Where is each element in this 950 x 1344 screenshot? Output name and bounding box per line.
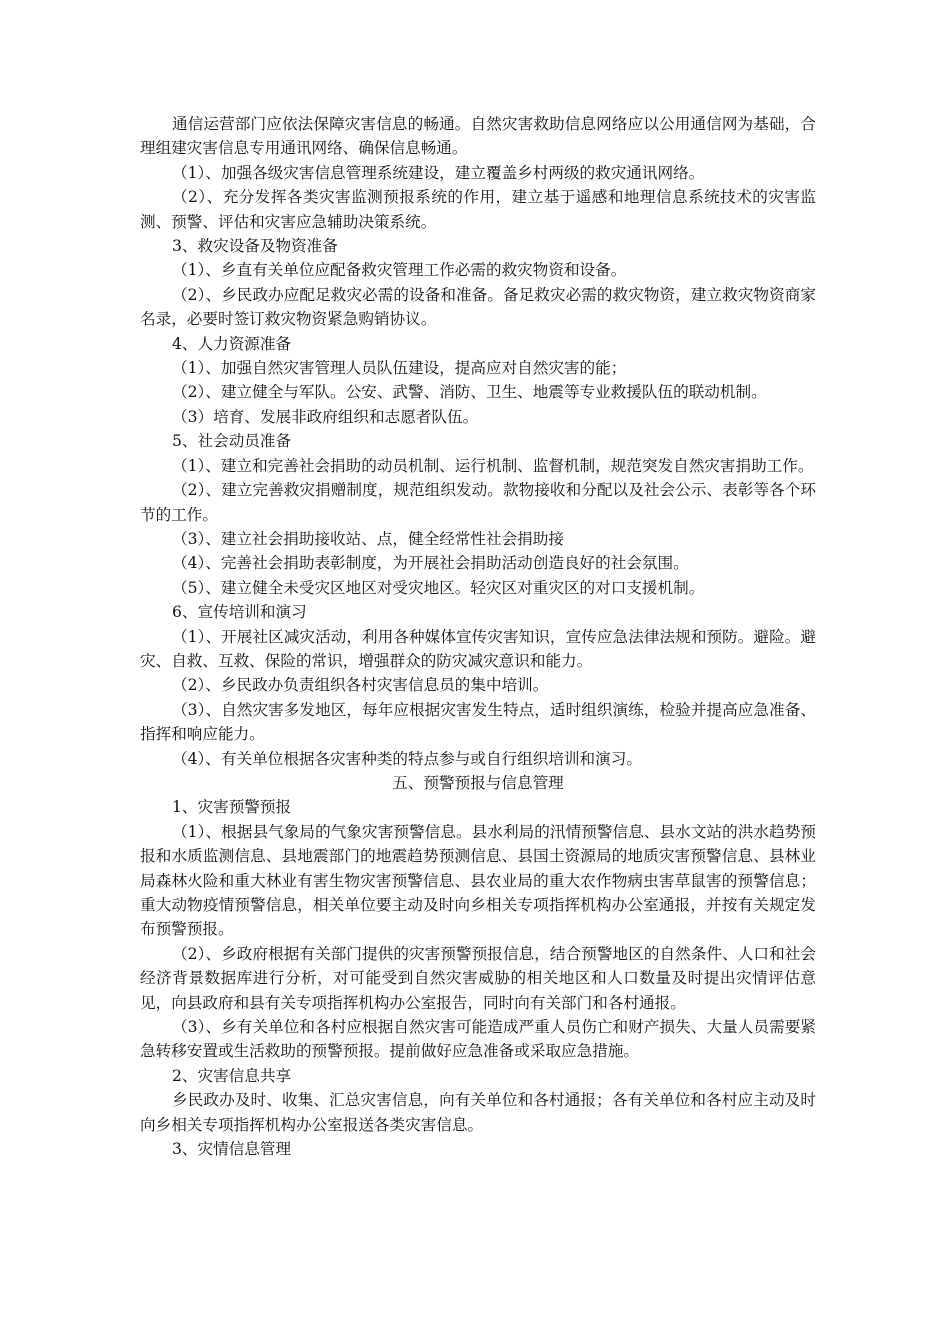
list-item: （3）、建立社会捐助接收站、点，健全经常性社会捐助接 (172, 529, 564, 548)
section-heading: 1、灾害预警预报 (172, 798, 292, 817)
list-item: （3）培育、发展非政府组织和志愿者队伍。 (172, 407, 479, 426)
document-body (140, 112, 816, 1161)
list-item: （1）、加强各级灾害信息管理系统建设，建立覆盖乡村两级的救灾通讯网络。 (172, 163, 705, 182)
section-heading: 3、灾情信息管理 (172, 1140, 292, 1159)
list-item: （1）、乡直有关单位应配备救灾管理工作必需的救灾物资和设备。 (172, 261, 627, 280)
list-item: （2）、乡民政办负责组织各村灾害信息员的集中培训。 (172, 676, 549, 695)
list-item: （5）、建立健全未受灾区地区对受灾地区。轻灾区对重灾区的对口支援机制。 (172, 578, 705, 597)
list-item: （4）、有关单位根据各灾害种类的特点参与或自行组织培训和演习。 (172, 749, 642, 768)
chapter-heading: 五、预警预报与信息管理 (392, 773, 564, 792)
section-heading: 2、灾害信息共享 (172, 1066, 292, 1085)
list-item: （1）、建立和完善社会捐助的动员机制、运行机制、监督机制，规范突发自然灾害捐助工作。 (172, 456, 814, 475)
section-heading: 3、救灾设备及物资准备 (172, 237, 338, 256)
section-heading: 6、宣传培训和演习 (172, 603, 307, 622)
list-item: （2）、建立完善救灾捐赠制度，规范组织发动。款物接收和分配以及社会公示、表彰等各个环节的工作。 (140, 481, 816, 524)
list-item: （1）、根据县气象局的气象灾害预警信息。县水利局的汛情预警信息、县水文站的洪水趋势预报和水质监测信息、县地震部门的地震趋势预测信息、县国土资源局的地质灾害预警信息、县林业局森林火险和重大林业有害生物灾害预警信息、县农业局的重大农作物病虫害草鼠害的预警信息；重大动物疫情预警信息，相关单位要主动及时向乡相关专项指挥机构办公室通报，并按有关规定发布预警预报。 (140, 822, 816, 939)
list-item: （1）、开展社区减灾活动，利用各种媒体宣传灾害知识，宣传应急法律法规和预防。避险。避灾、自救、互救、保险的常识，增强群众的防灾减灾意识和能力。 (140, 627, 816, 670)
section-heading: 5、社会动员准备 (172, 432, 292, 451)
list-item: （2）、乡民政办应配足救灾必需的设备和准备。备足救灾必需的救灾物资，建立救灾物资商家名录，必要时签订救灾物资紧急购销协议。 (140, 285, 816, 329)
paragraph: 乡民政办及时、收集、汇总灾害信息，向有关单位和各村通报；各有关单位和各村应主动及时向乡相关专项指挥机构办公室报送各类灾害信息。 (140, 1091, 816, 1134)
list-item: （4）、完善社会捐助表彰制度，为开展社会捐助活动创造良好的社会氛围。 (172, 554, 689, 573)
list-item: （3）、乡有关单位和各村应根据自然灾害可能造成严重人员伤亡和财产损失、大量人员需要紧急转移安置或生活救助的预警预报。提前做好应急准备或采取应急措施。 (140, 1018, 816, 1061)
list-item: （1）、加强自然灾害管理人员队伍建设，提高应对自然灾害的能； (172, 359, 627, 378)
list-item: （2）、充分发挥各类灾害监测预报系统的作用，建立基于遥感和地理信息系统技术的灾害监测、预警、评估和灾害应急辅助决策系统。 (140, 188, 816, 231)
list-item: （2）、乡政府根据有关部门提供的灾害预警预报信息，结合预警地区的自然条件、人口和社会经济背景数据库进行分析，对可能受到自然灾害威胁的相关地区和人口数量及时提出灾情评估意见，向县政府和县有关专项指挥机构办公室报告，同时向有关部门和各村通报。 (140, 944, 816, 1012)
list-item: （3）、自然灾害多发地区，每年应根据灾害发生特点，适时组织演练，检验并提高应急准备、指挥和响应能力。 (140, 700, 816, 744)
list-item: （2）、建立健全与军队。公安、武警、消防、卫生、地震等专业救援队伍的联动机制。 (172, 383, 767, 402)
section-heading: 4、人力资源准备 (172, 334, 292, 353)
paragraph: 通信运营部门应依法保障灾害信息的畅通。自然灾害救助信息网络应以公用通信网为基础，合理组建灾害信息专用通讯网络、确保信息畅通。 (140, 115, 816, 158)
